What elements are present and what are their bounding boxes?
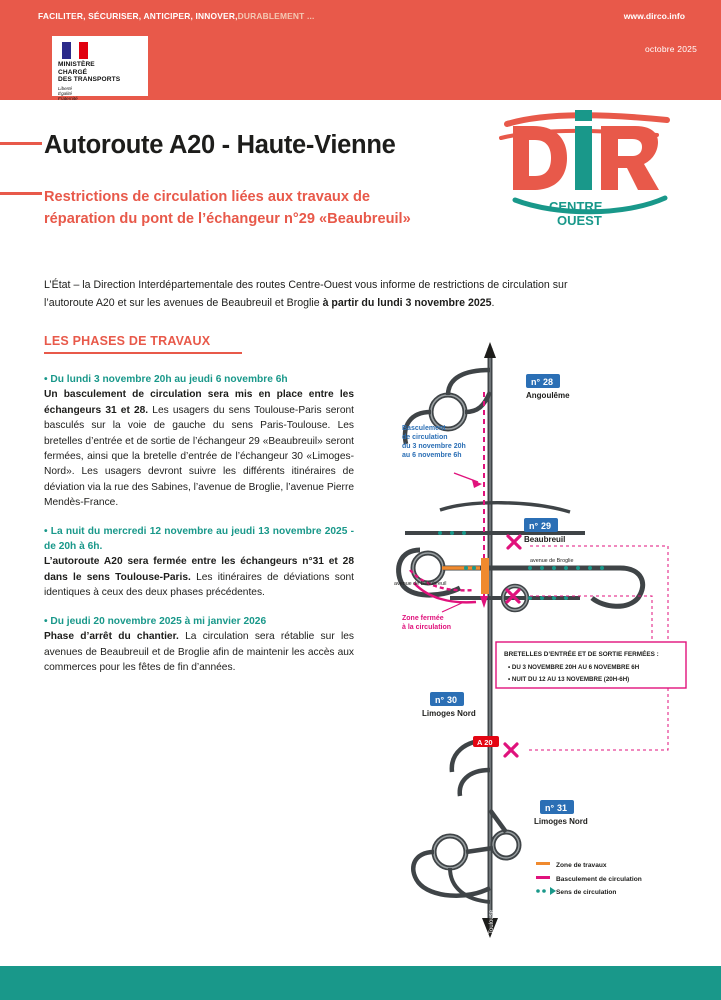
- direction-label-toulouse: Toulouse: [489, 909, 495, 934]
- svg-text:30: 30: [447, 695, 458, 705]
- label-avenue-broglie: avenue de Broglie: [530, 558, 574, 564]
- svg-text:31: 31: [557, 803, 568, 813]
- direction-arrow-north: [484, 342, 496, 358]
- title-rule: [0, 142, 42, 145]
- svg-text:28: 28: [543, 377, 554, 387]
- road-badge-a20: [473, 736, 499, 747]
- phase-lead: • Du lundi 3 novembre 20h au jeudi 6 novembre 6h: [44, 374, 288, 385]
- phase-text: Les itinéraires de déviations sont identiques à ceux des deux phases précédentes.: [44, 571, 354, 599]
- logo-line2: OUEST: [557, 213, 602, 228]
- phase-bold: Phase d’arrêt du chantier.: [44, 631, 179, 643]
- page-title: Autoroute A20 - Haute-Vienne: [44, 131, 396, 159]
- phase-bold: L’autoroute A20 sera fermée entre les échangeurs n°31 et 28 dans le sens Toulouse-Paris.: [44, 556, 354, 583]
- svg-text:BRETELLES D’ENTRÉE ET DE SORT: BRETELLES D’ENTRÉE ET DE SORTIE FERMÉES :: [504, 651, 659, 658]
- phase-lead: • Du jeudi 20 novembre 2025 à mi janvier 2026: [44, 615, 267, 627]
- phase-bold: Un basculement de circulation sera mis en place entre les échangeurs 31 et 28.: [44, 389, 354, 416]
- dir-centre-ouest-logo: [497, 108, 683, 228]
- publication-date: octobre 2025: [644, 44, 697, 54]
- intro-text-1: L’État – la Direction Interdépartementale des routes Centre-Ouest vous informe de restrictions de circulation sur l’autoroute A20 et sur les avenues de Beaubreuil et Broglie: [44, 279, 568, 309]
- svg-text:29: 29: [541, 521, 552, 531]
- svg-text:Basculement de circulation: Basculement de circulation: [556, 876, 642, 883]
- ministry-logo: [52, 36, 148, 102]
- svg-text:Zone de travaux: Zone de travaux: [556, 862, 607, 869]
- footer-slogan-highlight: DURABLEMENT ...: [237, 11, 315, 21]
- work-zone-marker: [481, 558, 489, 594]
- svg-text:Beaubreuil: Beaubreuil: [524, 535, 566, 544]
- footer-website[interactable]: www.dirco.info: [623, 11, 685, 21]
- intro-paragraph: [44, 276, 604, 312]
- work-zone-map: [380, 340, 700, 940]
- svg-text:Limoges Nord: Limoges Nord: [534, 817, 588, 826]
- svg-text:• NUIT DU 12 AU 13 NOVEMBRE (2: • NUIT DU 12 AU 13 NOVEMBRE (20H-6H): [508, 676, 630, 683]
- intro-text-3: .: [491, 297, 495, 309]
- footer-band: [0, 966, 721, 1000]
- svg-text:n°: n°: [435, 695, 445, 705]
- map-legend: [536, 862, 642, 896]
- svg-text:n°: n°: [531, 377, 541, 387]
- french-flag-icon: [62, 42, 88, 59]
- subtitle-rule: [0, 192, 42, 195]
- phase-lead: • La nuit du mercredi 12 novembre au jeudi 13 novembre 2025 - de 20h à 6h.: [44, 525, 354, 553]
- footer-slogan: [38, 11, 315, 21]
- phase-text: La circulation sera rétablie sur les avenues de Beaubreuil et de Broglie afin de maintenir les accès aux commerces pour les fêtes de fin d’années.: [44, 631, 354, 673]
- ministry-motto: Liberté Égalité Fraternité: [58, 86, 78, 102]
- annotation-zone-fermee: Zone fermée à la circulation: [402, 615, 452, 631]
- interchange-sign-30: [422, 692, 476, 718]
- logo-line1: CENTRE: [549, 199, 603, 214]
- annotation-basculement: Basculement de circulation du 3 novembre 20h au 6 novembre 6h: [402, 425, 466, 459]
- phase-block: [44, 614, 354, 676]
- section-heading-phases: LES PHASES DE TRAVAUX: [44, 334, 211, 348]
- callout-closed-ramps: [496, 642, 686, 688]
- phase-text: Les usagers du sens Toulouse-Paris seront basculés sur la voie de gauche du sens Paris-Toulouse. Les bretelles d’entrée et de sortie de l’échangeur 29 «Beaubreuil» seront fermées, ainsi que la bretelle d’entrée de l’échangeur 30 «Limoges-Nord». Les usagers devront suivre les différents itinéraires de déviation via la rue des Sabines, l’avenue de Broglie, l’avenue Pierre Mendès-France.: [44, 404, 354, 509]
- svg-text:• DU 3 NOVEMBRE 20H AU 6 NOVEM: • DU 3 NOVEMBRE 20H AU 6 NOVEMBRE 6H: [508, 664, 640, 671]
- page-subtitle: Restrictions de circulation liées aux travaux de réparation du pont de l’échangeur n°29 «Beaubreuil»: [44, 189, 411, 227]
- svg-text:n°: n°: [529, 521, 539, 531]
- section-heading-rule: [44, 352, 242, 354]
- interchange-sign-28: [526, 374, 570, 400]
- closure-marker-x: [508, 536, 520, 548]
- svg-text:n°: n°: [545, 803, 555, 813]
- svg-text:Angoulême: Angoulême: [526, 391, 570, 400]
- ministry-name: MINISTÈRE CHARGÉ DES TRANSPORTS: [58, 61, 121, 84]
- phases-text-column: [44, 372, 354, 688]
- footer-slogan-main: FACILITER, SÉCURISER, ANTICIPER, INNOVER,: [38, 11, 238, 21]
- interchange-sign-31: [534, 800, 588, 826]
- label-avenue-beaubreuil: avenue de Beaubreuil: [394, 581, 447, 587]
- phase-block: [44, 372, 354, 511]
- closure-marker-x: [505, 744, 517, 756]
- phase-block: [44, 524, 354, 601]
- intro-text-bold: à partir du lundi 3 novembre 2025: [322, 297, 492, 309]
- svg-text:Sens de circulation: Sens de circulation: [556, 889, 617, 896]
- svg-text:A 20: A 20: [477, 738, 493, 747]
- svg-text:Limoges Nord: Limoges Nord: [422, 709, 476, 718]
